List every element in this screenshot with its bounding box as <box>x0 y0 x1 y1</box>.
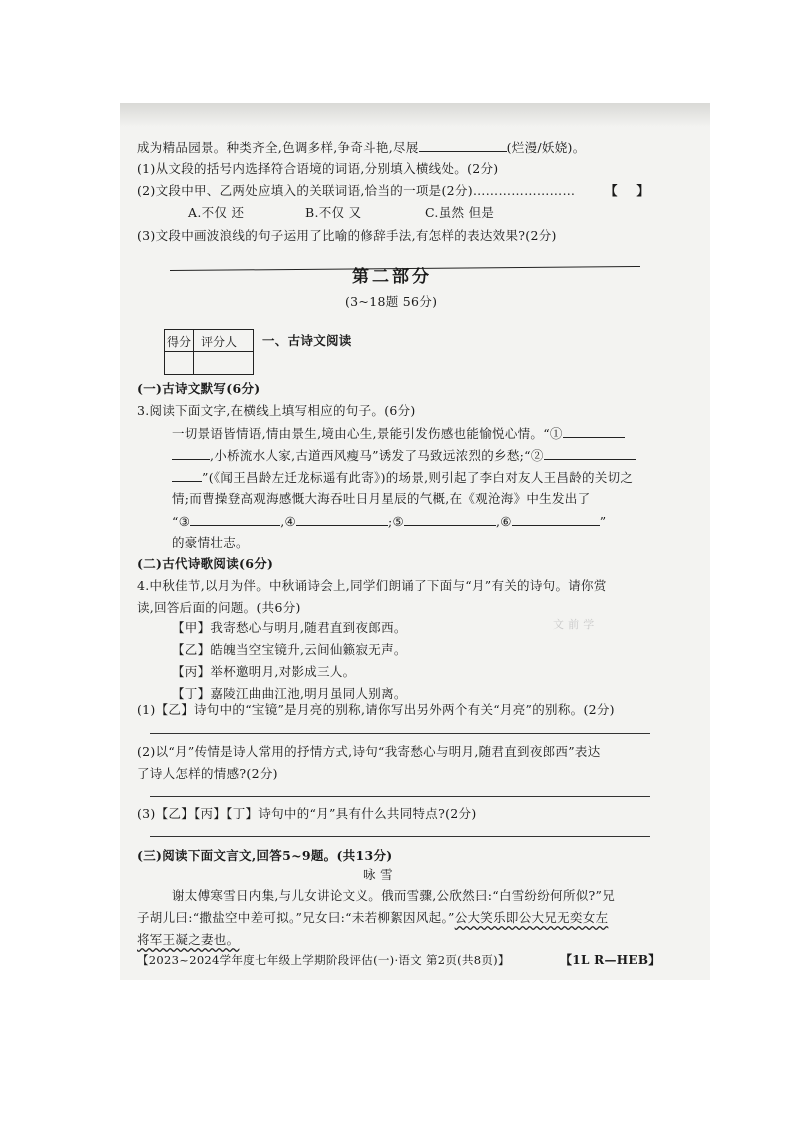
passage-line <box>137 138 586 157</box>
classical-text-line-1: 谢太傅寒雪日内集,与儿女讲论文义。俄而雪骤,公欣然曰:“白雪纷纷何所似?”兄 <box>172 888 616 903</box>
q3-line-4: 情;而曹操登高观海感慨大海吞吐日月星辰的气概,在《观沧海》中生发出了 <box>172 491 591 506</box>
footer-text: 【2023~2024学年度七年级上学期阶段评估(一)·语文 第2页(共8页)】 <box>137 953 510 967</box>
blank-2-cont[interactable] <box>172 468 202 482</box>
blank-4[interactable] <box>296 512 388 526</box>
bracket-close: 】 <box>636 183 650 198</box>
subsection-1: (一)古诗文默写(6分) <box>137 381 261 396</box>
classical-text-line-3 <box>137 931 239 949</box>
q3-text: ,小桥流水人家,古道西风瘦马”诱发了马致远浓烈的乡愁;“② <box>210 448 544 463</box>
poem-bing: 【丙】举杯邀明月,对影成三人。 <box>172 664 356 679</box>
q3-text: ,④ <box>280 514 296 529</box>
answer-blank[interactable] <box>419 138 507 152</box>
wavy-underlined-text: 公大笑乐即公大兄无奕女左 <box>454 910 609 925</box>
question-1: (1)从文段的括号内选择符合语境的词语,分别填入横线处。(2分) <box>137 161 499 176</box>
footer-code: 【1L R—HEB】 <box>560 953 661 967</box>
q3-text: “③ <box>172 514 191 529</box>
answer-bracket[interactable] <box>605 182 649 200</box>
blank-1-cont[interactable] <box>172 446 210 460</box>
q3-line-6: 的豪情壮志。 <box>172 535 249 550</box>
question-4-2-line-1: (2)以“月”传情是诗人常用的抒情方式,诗句“我寄愁心与明月,随君直到夜郎西”表达 <box>137 744 601 759</box>
blank-2[interactable] <box>544 446 636 460</box>
q3-text: ” <box>599 514 607 529</box>
subsection-3: (三)阅读下面文言文,回答5~9题。(共13分) <box>137 848 393 863</box>
classical-text-line-2 <box>137 909 608 927</box>
bracket-open: 【 <box>605 183 618 198</box>
grader-label: 评分人 <box>201 335 238 349</box>
question-4-line-1: 4.中秋佳节,以月为伴。中秋诵诗会上,同学们朗诵了下面与“月”有关的诗句。请你赏 <box>137 578 607 593</box>
blank-6[interactable] <box>512 512 600 526</box>
option-b: B.不仅 又 <box>305 205 362 220</box>
question-4-1: (1)【乙】诗句中的“宝镜”是月亮的别称,请你写出另外两个有关“月亮”的别称。(2分) <box>137 702 615 717</box>
question-3: (3)文段中画波浪线的句子运用了比喻的修辞手法,有怎样的表达效果?(2分) <box>137 228 557 243</box>
blank-3[interactable] <box>190 512 280 526</box>
part-subtitle: (3~18题 56分) <box>345 294 438 309</box>
classical-text: 子胡儿曰:“撒盐空中差可拟。”兄女曰:“未若柳絮因风起。” <box>137 910 455 925</box>
question-3-title: 3.阅读下面文字,在横线上填写相应的句子。(6分) <box>137 403 416 418</box>
classical-text-title: 咏 雪 <box>363 867 393 882</box>
score-box <box>164 329 254 375</box>
passage-text: 成为精品园景。种类齐全,色调多样,争奇斗艳,尽展 <box>137 140 419 155</box>
wavy-underlined-text: 将军王凝之妻也。 <box>137 932 240 947</box>
option-c: C.虽然 但是 <box>425 205 495 220</box>
blank-5[interactable] <box>404 512 496 526</box>
question-4-3: (3)【乙】【丙】【丁】诗句中的“月”具有什么共同特点?(2分) <box>137 806 477 821</box>
question-4-line-2: 读,回答后面的问题。(共6分) <box>137 600 301 615</box>
answer-line[interactable] <box>150 733 650 734</box>
watermark: 文 前 学 <box>553 618 595 631</box>
subsection-2: (二)古代诗歌阅读(6分) <box>137 556 274 571</box>
answer-line[interactable] <box>150 836 650 837</box>
score-label: 得分 <box>167 335 192 349</box>
q3-line-3 <box>172 468 633 487</box>
question-2 <box>137 182 575 200</box>
q3-line-5 <box>172 512 607 531</box>
q3-line-1 <box>172 424 625 443</box>
passage-text-suffix: (烂漫/妖娆)。 <box>506 140 586 155</box>
q3-text: ”(《闻王昌龄左迁龙标遥有此寄》)的场景,则引起了李白对友人王昌龄的关切之 <box>202 470 634 485</box>
poem-yi: 【乙】皓魄当空宝镜升,云间仙籁寂无声。 <box>172 642 407 657</box>
answer-line[interactable] <box>150 796 650 797</box>
section-heading: 一、古诗文阅读 <box>262 333 352 348</box>
score-box-row-divider <box>165 351 253 352</box>
score-box-divider <box>193 330 194 374</box>
q3-text: ;⑤ <box>387 514 405 529</box>
q3-text: 一切景语皆情语,情由景生,境由心生,景能引发伤感也能愉悦心情。“① <box>172 426 563 441</box>
option-a: A.不仅 还 <box>188 205 245 220</box>
part-title: 第二部分 <box>352 267 432 287</box>
blank-1[interactable] <box>563 424 625 438</box>
q3-text: ,⑥ <box>496 514 512 529</box>
poem-ding: 【丁】嘉陵江曲曲江池,明月虽同人别离。 <box>172 686 407 701</box>
poem-jia: 【甲】我寄愁心与明月,随君直到夜郎西。 <box>172 620 407 635</box>
question-2-text: (2)文段中甲、乙两处应填入的关联词语,恰当的一项是(2分)…………………… <box>137 183 576 198</box>
question-4-2-line-2: 了诗人怎样的情感?(2分) <box>137 766 278 781</box>
q3-line-2 <box>172 446 636 465</box>
